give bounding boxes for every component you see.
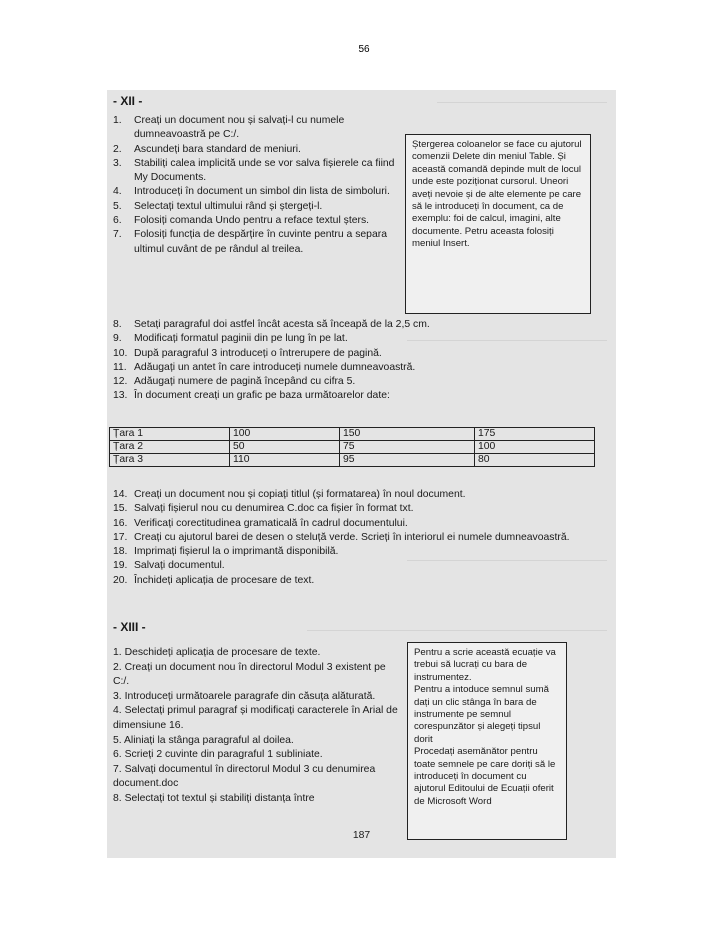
list-item: 4. Introduceți în document un simbol din lista de simboluri. — [113, 186, 390, 198]
note-box-delete-columns: Ștergerea coloanelor se face cu ajutorul comenzii Delete din meniul Table. Și această comandă depinde mult de locul unde este poziționat cursorul. Uneori aveți nevoie și de alte elemente pe care să le introduceți în document, ca de exemplu: foi de calcul, imagini, alte documente. Petru aceasta folosiți meniul Insert. — [405, 134, 591, 314]
scanned-page — [107, 90, 616, 858]
list-item: 20. Închideți aplicația de procesare de text. — [113, 574, 315, 586]
list-item: 12. Adăugați numere de pagină începând cu cifra 5. — [113, 376, 356, 388]
list-item: 15. Salvați fișierul nou cu denumirea C.doc ca fișier în format txt. — [113, 503, 414, 515]
list-item: 2. Ascundeți bara standard de meniuri. — [113, 143, 301, 155]
list-item: 13. În document creați un grafic pe baza următoarelor date: — [113, 390, 390, 402]
list-item: 19. Salvați documentul. — [113, 560, 225, 572]
list-item: 1. Deschideți aplicația de procesare de texte. — [113, 647, 321, 658]
table-row: Țara 2 50 75 100 — [110, 441, 595, 454]
section-13-list — [113, 646, 403, 807]
list-item: 3. Stabiliți calea implicită unde se vor salva fișierele ca fiind My Documents. — [113, 157, 395, 184]
list-item: 8. Setați paragraful doi astfel încât acesta să înceapă de la 2,5 cm. — [113, 319, 430, 330]
list-item: 5. Aliniați la stânga paragraful al doilea. — [113, 734, 294, 746]
list-item: 6. Scrieți 2 cuvinte din paragraful 1 subliniate. — [113, 749, 323, 761]
list-item: 9. Modificați formatul paginii din pe lung în pe lat. — [113, 333, 348, 345]
note-box-equation: Pentru a scrie această ecuație va trebui să lucrați cu bara de instrumentez. Pentru a intoduce semnul sumă dați un clic stânga în bara de instrumente pe semnul corespunzător și alegeți tipsul dorit Procedați asemănător pentru toate semnele pe care doriți să le introduceți în document cu ajutorul Editoului de Ecuații oferit de Microsoft Word — [407, 642, 567, 840]
list-item: 17. Creați cu ajutorul barei de desen o steluță verde. Scrieți în interiorul ei numele dumneavoastră. — [113, 531, 570, 543]
table-row: Țara 3 110 95 80 — [110, 454, 595, 467]
data-table — [109, 427, 595, 467]
table-row: Țara 1 100 150 175 — [110, 428, 595, 441]
list-item: 6. Folosiți comanda Undo pentru a reface textul șters. — [113, 215, 370, 227]
section-12-list-continued — [113, 318, 593, 404]
list-item: 18. Imprimați fișierul la o imprimantă disponibilă. — [113, 546, 339, 558]
section-12-list-after-table — [113, 488, 593, 588]
list-item: 7. Salvați documentul în directorul Modul 3 cu denumirea document.doc — [113, 763, 376, 790]
list-item: 1. Creați un document nou și salvați-l cu numele dumneavoastră pe C:/. — [113, 115, 345, 141]
list-item: 5. Selectați textul ultimului rând și ștergeți-l. — [113, 200, 323, 212]
section-13-title: - XIII - — [113, 620, 146, 634]
list-item: 2. Creați un document nou în directorul Modul 3 existent pe C:/. — [113, 661, 386, 688]
page-number-bottom: 187 — [352, 830, 371, 841]
list-item: 4. Selectați primul paragraf și modificați caracterele în Arial de dimensiune 16. — [113, 705, 398, 731]
list-item: 7. Folosiți funcția de despărțire în cuvinte pentru a separa ultimul cuvânt de pe rândul al treilea. — [113, 229, 387, 255]
list-item: 16. Verificați corectitudinea gramaticală în cadrul documentului. — [113, 517, 408, 529]
section-12-title: - XII - — [113, 94, 143, 108]
list-item: 3. Introduceți următoarele paragrafe din căsuța alăturată. — [113, 690, 376, 702]
list-item: 11. Adăugați un antet în care introduceți numele dumneavoastră. — [113, 361, 416, 373]
page-number-top: 56 — [358, 44, 370, 55]
section-12-list — [113, 114, 403, 257]
list-item: 8. Selectați tot textul și stabiliți distanța între — [113, 792, 315, 804]
list-item: 10. După paragraful 3 introduceți o întrerupere de pagină. — [113, 347, 382, 359]
list-item: 14. Creați un document nou și copiați titlul (și formatarea) în noul document. — [113, 489, 466, 500]
